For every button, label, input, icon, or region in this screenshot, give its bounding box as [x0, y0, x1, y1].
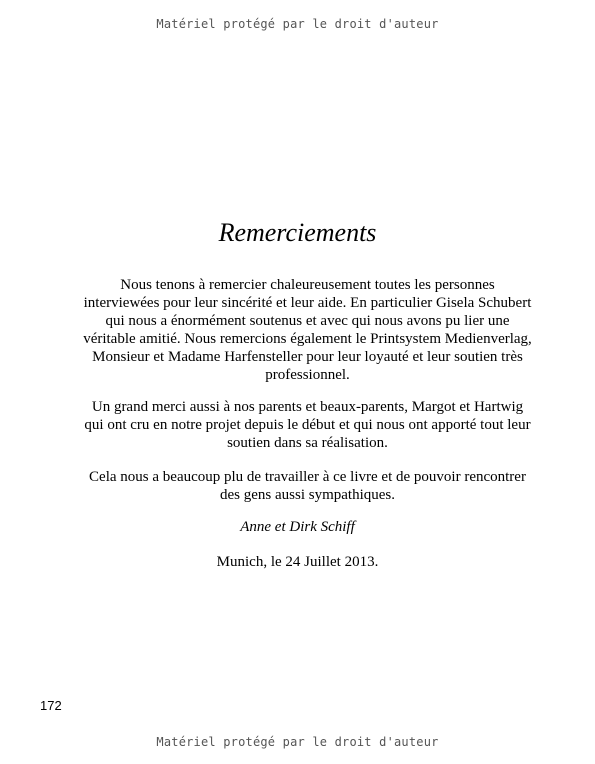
page-number: 172	[40, 698, 62, 713]
paragraph-line: Cela nous a beaucoup plu de travailler à ce livre et de pouvoir rencontrer	[89, 469, 526, 485]
paragraph-line: des gens aussi sympathiques.	[220, 487, 395, 503]
paragraph-line: qui ont cru en notre projet depuis le début et qui nous ont apporté tout leur	[84, 417, 531, 433]
paragraph-1	[70, 276, 545, 384]
paragraph-line: véritable amitié. Nous remercions également le Printsystem Medienverlag,	[83, 331, 532, 347]
paragraph-line: Nous tenons à remercier chaleureusement toutes les personnes	[120, 277, 495, 293]
paragraph-line: professionnel.	[265, 367, 350, 383]
paragraph-line: qui nous a énormément soutenus et avec qui nous avons pu lier une	[105, 313, 510, 329]
paragraph-2	[70, 398, 545, 452]
signature: Anne et Dirk Schiff	[240, 519, 355, 535]
paragraph-line: soutien dans sa réalisation.	[227, 435, 388, 451]
page-title: Remerciements	[218, 218, 377, 247]
paragraph-line: Monsieur et Madame Harfensteller pour leur loyauté et leur soutien très	[92, 349, 523, 365]
date-line: Munich, le 24 Juillet 2013.	[216, 554, 379, 570]
copyright-watermark-bottom: Matériel protégé par le droit d'auteur	[156, 735, 439, 749]
paragraph-line: Un grand merci aussi à nos parents et beaux-parents, Margot et Hartwig	[91, 399, 524, 415]
copyright-watermark-top: Matériel protégé par le droit d'auteur	[156, 17, 439, 31]
paragraph-line: interviewées pour leur sincérité et leur aide. En particulier Gisela Schubert	[83, 295, 532, 311]
paragraph-3	[70, 468, 545, 504]
